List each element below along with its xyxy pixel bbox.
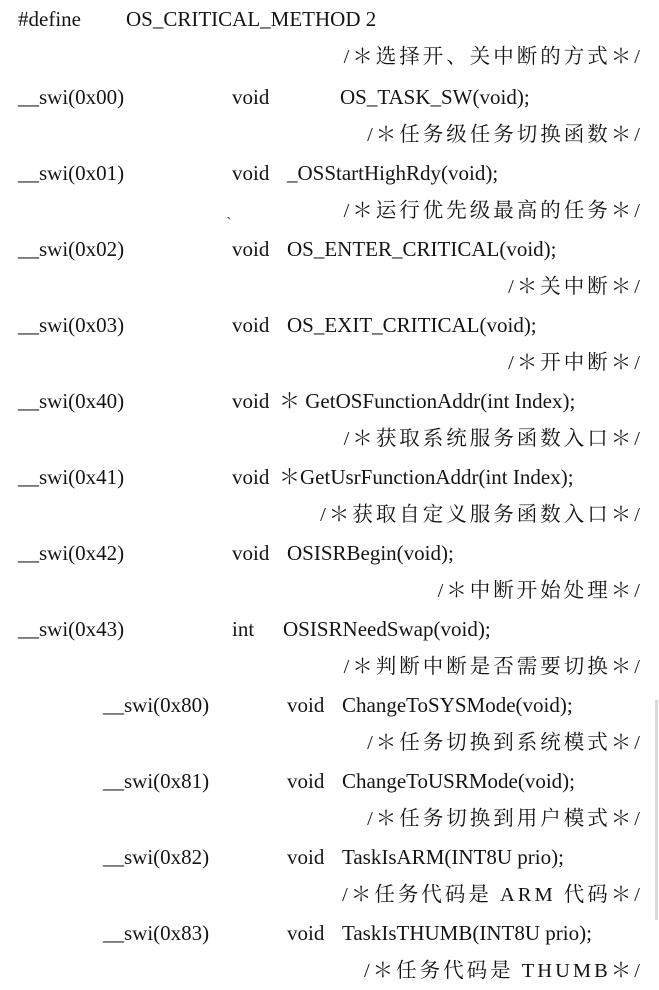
comment-line xyxy=(0,952,659,990)
return-type: int xyxy=(232,617,255,641)
define-comment: /＊选择开、关中断的方式＊/ xyxy=(343,46,643,68)
comment-line xyxy=(0,724,659,762)
comment-line xyxy=(0,572,659,610)
function-signature: OS_EXIT_CRITICAL(void); xyxy=(287,313,537,337)
swi-declaration xyxy=(0,382,659,420)
function-comment: /＊运行优先级最高的任务＊/ xyxy=(343,200,643,222)
return-type: void xyxy=(232,237,270,261)
swi-number: __swi(0x40) xyxy=(18,389,125,413)
scan-edge xyxy=(655,700,658,920)
return-type: void xyxy=(232,541,270,565)
comment-line xyxy=(0,800,659,838)
define-line xyxy=(0,0,659,38)
define-keyword: #define xyxy=(18,7,81,31)
comment-line xyxy=(0,876,659,914)
swi-declaration xyxy=(0,78,659,116)
function-comment: /＊任务切换到用户模式＊/ xyxy=(367,808,643,830)
function-comment: /＊判断中断是否需要切换＊/ xyxy=(343,656,643,678)
function-comment: /＊中断开始处理＊/ xyxy=(437,580,643,602)
comment-line xyxy=(0,268,659,306)
swi-number: __swi(0x83) xyxy=(103,921,210,945)
swi-number: __swi(0x82) xyxy=(103,845,210,869)
comment-line xyxy=(0,420,659,458)
function-comment: /＊任务代码是 ARM 代码＊/ xyxy=(342,884,643,906)
define-comment-line xyxy=(0,38,659,76)
swi-declaration xyxy=(0,458,659,496)
function-comment: /＊开中断＊/ xyxy=(508,352,643,374)
function-signature: ＊ GetOSFunctionAddr(int Index); xyxy=(279,389,576,413)
comment-line xyxy=(0,192,659,230)
return-type: void xyxy=(287,921,325,945)
return-type: void xyxy=(232,465,270,489)
define-macro: OS_CRITICAL_METHOD 2 xyxy=(126,7,377,31)
swi-number: __swi(0x03) xyxy=(18,313,125,337)
function-signature: OSISRNeedSwap(void); xyxy=(283,617,491,641)
function-signature: OSISRBegin(void); xyxy=(287,541,454,565)
comment-line xyxy=(0,496,659,534)
swi-declaration xyxy=(0,230,659,268)
swi-declaration xyxy=(0,838,659,876)
comment-line xyxy=(0,648,659,686)
function-signature: ChangeToUSRMode(void); xyxy=(342,769,576,793)
swi-number: __swi(0x42) xyxy=(18,541,125,565)
swi-number: __swi(0x80) xyxy=(103,693,210,717)
function-signature: OS_TASK_SW(void); xyxy=(340,85,530,109)
return-type: void xyxy=(232,313,270,337)
function-signature: ＊GetUsrFunctionAddr(int Index); xyxy=(279,465,574,489)
function-comment: /＊任务代码是 THUMB＊/ xyxy=(363,960,643,982)
function-signature: OS_ENTER_CRITICAL(void); xyxy=(287,237,557,261)
return-type: void xyxy=(232,389,270,413)
swi-declaration xyxy=(0,762,659,800)
return-type: void xyxy=(232,161,270,185)
swi-number: __swi(0x02) xyxy=(18,237,125,261)
return-type: void xyxy=(287,769,325,793)
function-signature: TaskIsTHUMB(INT8U prio); xyxy=(342,921,592,945)
swi-declaration xyxy=(0,154,659,192)
function-signature: TaskIsARM(INT8U prio); xyxy=(342,845,564,869)
function-comment: /＊任务切换到系统模式＊/ xyxy=(367,732,643,754)
function-signature: _OSStartHighRdy(void); xyxy=(287,161,499,185)
swi-declaration xyxy=(0,306,659,344)
function-comment: /＊获取系统服务函数入口＊/ xyxy=(343,428,643,450)
return-type: void xyxy=(287,845,325,869)
swi-declaration xyxy=(0,686,659,724)
stray-mark: ˏ xyxy=(226,201,232,220)
function-signature: ChangeToSYSMode(void); xyxy=(342,693,573,717)
swi-declaration xyxy=(0,914,659,952)
swi-number: __swi(0x00) xyxy=(18,85,125,109)
swi-number: __swi(0x01) xyxy=(18,161,125,185)
swi-number: __swi(0x41) xyxy=(18,465,125,489)
comment-line xyxy=(0,116,659,154)
function-comment: /＊关中断＊/ xyxy=(508,276,643,298)
function-comment: /＊任务级任务切换函数＊/ xyxy=(367,124,643,146)
comment-line xyxy=(0,344,659,382)
swi-number: __swi(0x43) xyxy=(18,617,125,641)
swi-declaration xyxy=(0,610,659,648)
return-type: void xyxy=(287,693,325,717)
function-comment: /＊获取自定义服务函数入口＊/ xyxy=(320,504,643,526)
swi-declaration xyxy=(0,534,659,572)
return-type: void xyxy=(232,85,270,109)
swi-number: __swi(0x81) xyxy=(103,769,210,793)
